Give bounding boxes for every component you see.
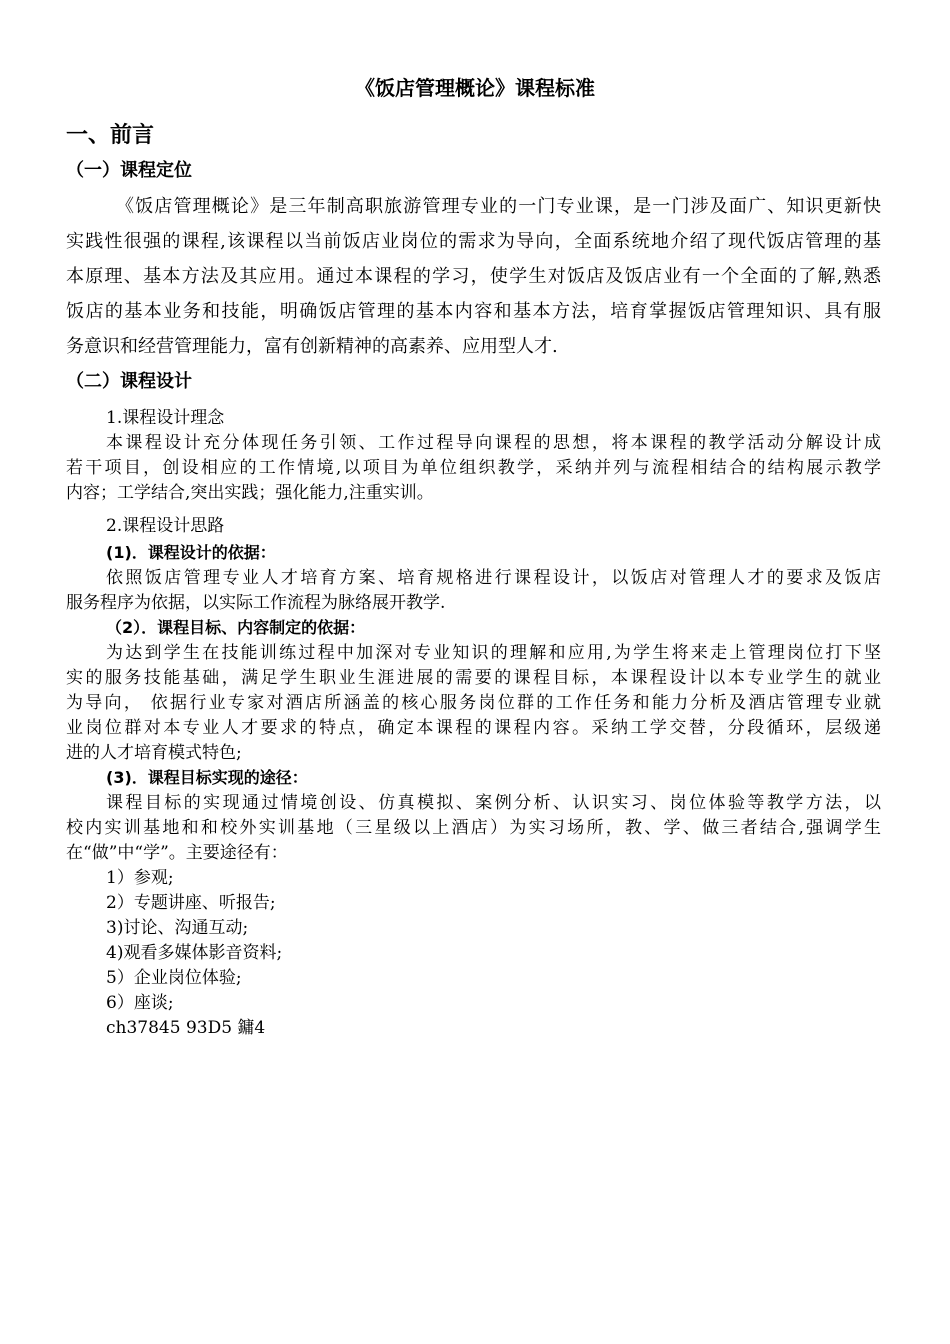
list-item: 4)观看多媒体影音资料; (106, 943, 283, 963)
subitem-title-pathways: (3)．课程目标实现的途径： (106, 768, 308, 787)
item-title-design-concept: 1.课程设计理念 (106, 408, 225, 428)
list-item: 3)讨论、沟通互动; (106, 918, 249, 938)
text-line: 在“做”中“学”。主要途径有： (66, 843, 288, 863)
list-item: 1）参观; (106, 868, 174, 888)
text-line: 实的服务技能基础，满足学生职业生涯进展的需要的课程目标，本课程设计以本专业学生的就业 (66, 668, 881, 688)
text-line: 依照饭店管理专业人才培育方案、培育规格进行课程设计，以饭店对管理人才的要求及饭店 (106, 568, 881, 588)
text-line: 进的人才培育模式特色; (66, 743, 242, 763)
list-item: 6）座谈; (106, 993, 174, 1013)
item-title-design-approach: 2.课程设计思路 (106, 516, 225, 536)
text-line: 为达到学生在技能训练过程中加深对专业知识的理解和应用,为学生将来走上管理岗位打下坚 (106, 643, 881, 663)
subitem-title-objectives: （2）．课程目标、内容制定的依据： (106, 618, 366, 637)
text-line: 务意识和经营管理能力，富有创新精神的高素养、应用型人才. (66, 336, 558, 357)
text-line: 本课程设计充分体现任务引领、工作过程导向课程的思想，将本课程的教学活动分解设计成 (106, 433, 881, 453)
text-line: 《饭店管理概论》是三年制高职旅游管理专业的一门专业课，是一门涉及面广、知识更新快 (116, 196, 881, 217)
text-line: 饭店的基本业务和技能，明确饭店管理的基本内容和基本方法，培育掌握饭店管理知识、具有服 (66, 301, 881, 322)
text-line: 业岗位群对本专业人才要求的特点，确定本课程的课程内容。采纳工学交替，分段循环，层级递 (66, 718, 881, 738)
text-line: 服务程序为依据，以实际工作流程为脉络展开教学. (66, 593, 446, 613)
text-line: 课程目标的实现通过情境创设、仿真模拟、案例分析、认识实习、岗位体验等教学方法，以 (106, 793, 881, 813)
document-title: 《饭店管理概论》课程标准 (355, 76, 595, 100)
text-line: 本原理、基本方法及其应用。通过本课程的学习，使学生对饭店及饭店业有一个全面的了解,熟悉 (66, 266, 881, 287)
list-item: 5）企业岗位体验; (106, 968, 242, 988)
text-line: 内容；工学结合,突出实践；强化能力,注重实训。 (66, 483, 434, 503)
text-line: 若干项目，创设相应的工作情境,以项目为单位组织教学，采纳并列与流程相结合的结构展示教学 (66, 458, 881, 478)
text-line: 实践性很强的课程,该课程以当前饭店业岗位的需求为导向，全面系统地介绍了现代饭店管理的基 (66, 231, 881, 252)
subitem-title-basis: (1)．课程设计的依据： (106, 543, 276, 562)
section-heading-preface: 一、前言 (66, 123, 155, 148)
subsection-heading-design: （二）课程设计 (66, 371, 192, 392)
text-line: 校内实训基地和和校外实训基地（三星级以上酒店）为实习场所，教、学、做三者结合,强调学生 (66, 818, 881, 838)
subsection-heading-positioning: （一）课程定位 (66, 160, 192, 181)
text-line: 为导向， 依据行业专家对酒店所涵盖的核心服务岗位群的工作任务和能力分析及酒店管理专业就 (66, 693, 881, 713)
list-item: 2）专题讲座、听报告; (106, 893, 276, 913)
footer-code: ch37845 93D5 鏞4 (106, 1018, 266, 1038)
